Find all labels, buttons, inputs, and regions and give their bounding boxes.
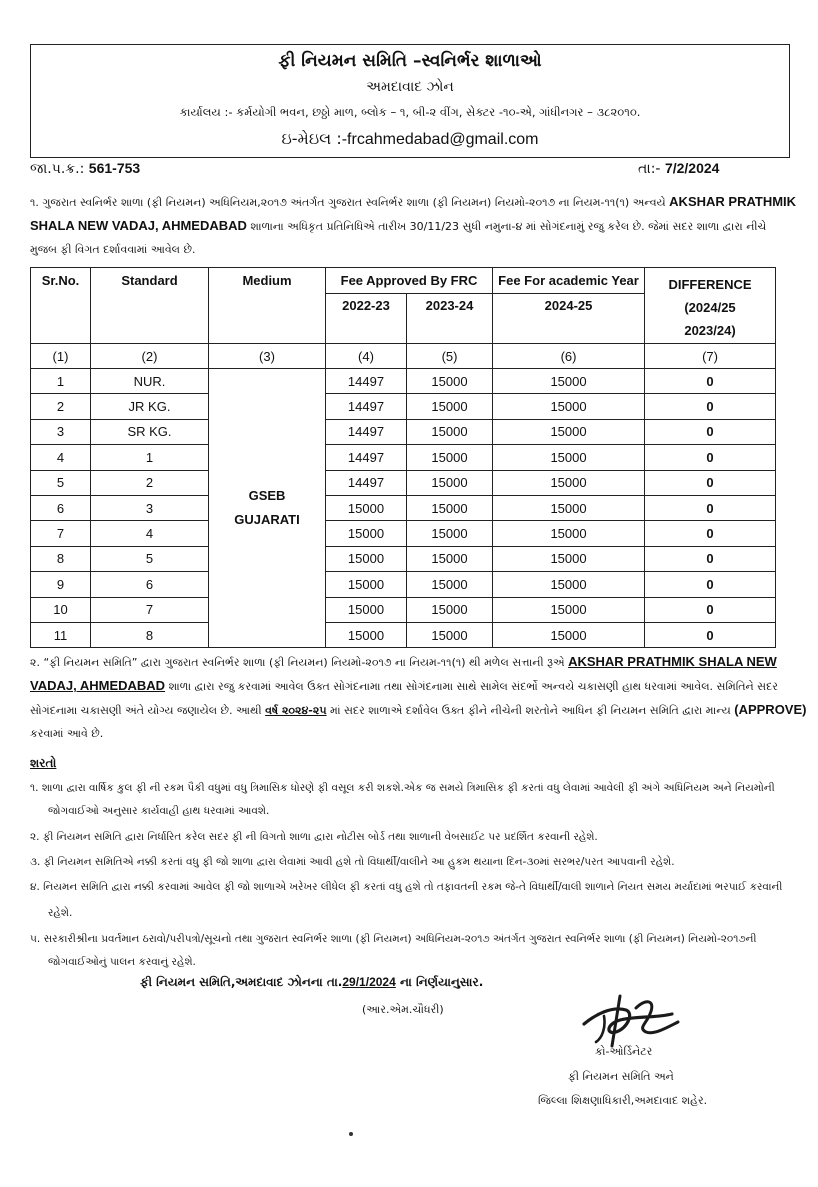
handwritten-signature: [576, 988, 686, 1050]
cell-fee-2022: 15000: [326, 521, 407, 546]
table-row: [31, 369, 776, 394]
cell-srno: 3: [31, 419, 91, 444]
cell-difference: 0: [645, 546, 776, 571]
reference-label: જા.પ.ક્ર.:: [30, 161, 85, 177]
email-address: -frcahmedabad@gmail.com: [341, 131, 539, 148]
cell-standard: 3: [91, 495, 209, 520]
cell-difference: 0: [645, 445, 776, 470]
cell-fee-2024: 15000: [493, 470, 645, 495]
decision-text-2: ના નિર્ણયાનુસાર.: [399, 975, 484, 989]
col-num-7: (7): [645, 344, 776, 369]
header-year-2022: 2022-23: [326, 294, 407, 344]
cell-srno: 4: [31, 445, 91, 470]
header-year-2023: 2023-24: [407, 294, 493, 344]
cell-srno: 8: [31, 546, 91, 571]
para2-approve: (APPROVE): [734, 702, 807, 717]
para2-school-1: AKSHAR PRATHMIK SHALA NEW: [568, 654, 777, 669]
header-difference-title: DIFFERENCE: [668, 277, 752, 292]
cell-fee-2022: 14497: [326, 445, 407, 470]
signatory-name: (આર.એમ.ચૌધરી): [362, 1003, 444, 1016]
cell-srno: 10: [31, 597, 91, 622]
table-row: [31, 419, 776, 444]
cell-srno: 5: [31, 470, 91, 495]
cell-difference: 0: [645, 470, 776, 495]
cell-fee-2022: 14497: [326, 470, 407, 495]
paragraph-2: [30, 650, 807, 745]
condition-1: ૧. શાળા દ્વારા વાર્ષિક કુલ ફી ની રકમ પૈકી વધુમાં વધુ ત્રિમાસિક ધોરણે ફી વસૂલ કરી શકશે.એક જ સમયે ત્રિમાસિક ફી કરતાં વધુ લેવામાં આવેલી ફી અંગે અધિનિયમ અને નિયમોની: [30, 782, 775, 794]
para1-text3: મુજબ ફી વિગત દર્શાવવામાં આવેલ છે.: [30, 243, 196, 256]
cell-fee-2023: 15000: [407, 470, 493, 495]
para1-text2: શાળાના અધિકૃત પ્રતિનિધિએ તારીખ 30/11/23 સુધી નમુના-૪ માં સોગંદનામું રજુ કરેલ છે. જેમાં સદર શાળા દ્વારા નીચે: [250, 220, 767, 233]
cell-fee-2022: 15000: [326, 495, 407, 520]
condition-5-cont: જોગવાઈઓનું પાલન કરવાનું રહેશે.: [48, 956, 196, 968]
cell-difference: 0: [645, 597, 776, 622]
condition-2: ૨. ફી નિયમન સમિતિ દ્વારા નિર્ધારિત કરેલ સદર ફી ની વિગતો શાળા દ્વારા નોટીસ બોર્ડ તથા શાળાની વેબસાઈટ પર પ્રદર્શિત કરવાની રહેશે.: [30, 831, 598, 843]
condition-3: ૩. ફી નિયમન સમિતિએ નક્કી કરતાં વધુ ફી જો શાળા દ્વારા લેવામાં આવી હશે તો વિધાર્થી/વાલીને આ હુકમ થયાના દિન-૩૦માં સરભર/પરત આપવાની રહેશે.: [30, 856, 675, 868]
header-year-2024: 2024-25: [493, 294, 645, 344]
cell-standard: 6: [91, 572, 209, 597]
col-num-5: (5): [407, 344, 493, 369]
condition-4: ૪. નિયમન સમિતિ દ્વારા નક્કી કરવામાં આવેલ ફી જો શાળાએ ખરેખર લીધેલ ફી કરતાં વધુ હશે તો તફાવતની રકમ જે-તે વિધાર્થી/વાલી શાળાને નિયત સમય મર્યાદામાં ભરપાઈ કરવાની: [30, 881, 783, 893]
date-value: 7/2/2024: [664, 160, 720, 176]
table-row: [31, 572, 776, 597]
cell-fee-2022: 15000: [326, 597, 407, 622]
cell-standard: 2: [91, 470, 209, 495]
cell-fee-2022: 15000: [326, 622, 407, 647]
cell-fee-2022: 14497: [326, 394, 407, 419]
cell-fee-2024: 15000: [493, 419, 645, 444]
cell-fee-2023: 15000: [407, 572, 493, 597]
para2-text2: શાળા દ્વારા રજુ કરવામાં આવેલ ઉક્ત સોગંદનામા તથા સોગંદનામા સાથે સામેલ સંદર્ભો અન્વયે ચકાસણી હાથ ધરવામાં આવેલ. સમિતિને સદર: [168, 680, 778, 693]
cell-fee-2023: 15000: [407, 369, 493, 394]
cell-fee-2024: 15000: [493, 546, 645, 571]
para1-school-2: SHALA NEW VADAJ, AHMEDABAD: [30, 218, 247, 233]
cell-fee-2024: 15000: [493, 495, 645, 520]
para2-text4: માં સદર શાળાએ દર્શાવેલ ઉક્ત ફીને નીચેની શરતોને આધિન ફી નિયમન સમિતિ દ્વારા માન્ય: [330, 704, 731, 717]
cell-difference: 0: [645, 572, 776, 597]
cell-srno: 1: [31, 369, 91, 394]
cell-fee-2024: 15000: [493, 394, 645, 419]
col-num-3: (3): [209, 344, 326, 369]
cell-fee-2024: 15000: [493, 597, 645, 622]
col-num-6: (6): [493, 344, 645, 369]
committee-title: ફી નિયમન સમિતિ –સ્વનિર્ભર શાળાઓ: [278, 51, 542, 71]
cell-difference: 0: [645, 394, 776, 419]
medium-board: GSEB: [248, 488, 286, 504]
cell-difference: 0: [645, 369, 776, 394]
signatory-designation-3: જિલ્લા શિક્ષણાધિકારી,અમદાવાદ શહેર.: [538, 1094, 708, 1107]
reference-number: [30, 160, 140, 177]
cell-standard: 5: [91, 546, 209, 571]
header-srno: Sr.No.: [31, 268, 91, 344]
condition-5: ૫. સરકારીશ્રીના પ્રવર્તમાન ઠરાવો/પરીપત્રો/સૂચનો તથા ગુજરાત સ્વનિર્ભર શાળા (ફી નિયમન) અધિનિયમ-૨૦૧૭ અંતર્ગત ગુજરાત સ્વનિર્ભર શાળા (ફી નિયમન) નિયમો-૨૦૧૭ની: [30, 933, 757, 945]
header-fee-frc: Fee Approved By FRC: [326, 268, 493, 294]
cell-srno: 9: [31, 572, 91, 597]
cell-fee-2024: 15000: [493, 369, 645, 394]
header-medium: Medium: [209, 268, 326, 344]
cell-difference: 0: [645, 521, 776, 546]
header-difference: [645, 268, 776, 344]
para1-school-1: AKSHAR PRATHMIK: [669, 194, 797, 209]
cell-fee-2022: 14497: [326, 419, 407, 444]
cell-fee-2022: 15000: [326, 546, 407, 571]
reference-value: 561-753: [88, 160, 141, 176]
cell-srno: 6: [31, 495, 91, 520]
cell-fee-2024: 15000: [493, 521, 645, 546]
cell-fee-2024: 15000: [493, 622, 645, 647]
cell-fee-2023: 15000: [407, 622, 493, 647]
col-num-4: (4): [326, 344, 407, 369]
cell-fee-2023: 15000: [407, 445, 493, 470]
cell-fee-2024: 15000: [493, 445, 645, 470]
paragraph-1: [30, 190, 797, 261]
cell-fee-2023: 15000: [407, 495, 493, 520]
cell-standard: JR KG.: [91, 394, 209, 419]
cell-fee-2022: 14497: [326, 369, 407, 394]
office-address: કાર્યાલય :- કર્મયોગી ભવન, છઠ્ઠો માળ, બ્લોક – ૧, બી-૨ વીંગ, સેક્ટર -૧૦-એ, ગાંધીનગર – ૩૮૨૦૧૦.: [179, 105, 641, 119]
para1-text1: ૧. ગુજરાત સ્વનિર્ભર શાળા (ફી નિયમન) અધિનિયમ,૨૦૧૭ અંતર્ગત ગુજરાત સ્વનિર્ભર શાળા (ફી નિયમન) નિયમો-૨૦૧૭ ના નિયમ-૧૧(૧) અન્વયે: [30, 196, 666, 209]
letterhead-box: [30, 44, 790, 158]
table-row: [31, 546, 776, 571]
table-row: [31, 521, 776, 546]
cell-medium: [209, 369, 326, 648]
date-label: તા:-: [638, 161, 661, 177]
cell-fee-2023: 15000: [407, 394, 493, 419]
condition-1-cont: જોગવાઈઓ અનુસાર કાર્યવાહી હાથ ધરવામાં આવશે.: [48, 805, 270, 817]
cell-fee-2023: 15000: [407, 419, 493, 444]
zone-name: અમદાવાદ ઝોન: [366, 79, 454, 95]
decision-line: [140, 975, 483, 990]
conditions-heading: શરતો: [30, 756, 57, 770]
cell-standard: 8: [91, 622, 209, 647]
header-standard: Standard: [91, 268, 209, 344]
stray-mark: [349, 1132, 353, 1136]
col-num-2: (2): [91, 344, 209, 369]
table-row: [31, 445, 776, 470]
cell-fee-2024: 15000: [493, 572, 645, 597]
header-difference-sub1: (2024/25: [684, 300, 736, 315]
header-fee-academic-year: Fee For academic Year: [493, 268, 645, 294]
cell-standard: 1: [91, 445, 209, 470]
para2-text3: સોગંદનામા ચકાસણી અંતે યોગ્ય જણાયેલ છે. આથી: [30, 704, 262, 717]
cell-standard: 7: [91, 597, 209, 622]
cell-difference: 0: [645, 495, 776, 520]
cell-srno: 7: [31, 521, 91, 546]
email-line: [31, 129, 789, 149]
table-row: [31, 394, 776, 419]
cell-fee-2023: 15000: [407, 546, 493, 571]
cell-standard: 4: [91, 521, 209, 546]
signatory-designation-1: કો-ઓર્ડિનેટર: [595, 1045, 653, 1058]
para2-year: વર્ષ ૨૦૨૪-૨૫: [265, 704, 327, 717]
table-row: [31, 495, 776, 520]
decision-text-1: ફી નિયમન સમિતિ,અમદાવાદ ઝોનના તા.: [140, 975, 343, 989]
para2-school-2: VADAJ, AHMEDABAD: [30, 678, 166, 693]
table-row: [31, 470, 776, 495]
cell-fee-2022: 15000: [326, 572, 407, 597]
cell-srno: 2: [31, 394, 91, 419]
condition-4-cont: રહેશે.: [48, 907, 73, 919]
cell-difference: 0: [645, 622, 776, 647]
letter-date: [638, 160, 719, 177]
col-num-1: (1): [31, 344, 91, 369]
email-label: ઇ-મેઇલ :: [281, 129, 342, 148]
table-row: [31, 622, 776, 647]
cell-standard: NUR.: [91, 369, 209, 394]
cell-fee-2023: 15000: [407, 597, 493, 622]
fee-table: [30, 267, 776, 648]
table-row: [31, 597, 776, 622]
cell-standard: SR KG.: [91, 419, 209, 444]
column-number-row: [31, 344, 776, 369]
cell-difference: 0: [645, 419, 776, 444]
decision-date: 29/1/2024: [342, 975, 396, 989]
cell-srno: 11: [31, 622, 91, 647]
medium-language: GUJARATI: [234, 512, 300, 528]
para2-text5: કરવામાં આવે છે.: [30, 727, 104, 740]
signatory-designation-2: ફી નિયમન સમિતિ અને: [568, 1070, 674, 1083]
para2-text1: ૨. “ફી નિયમન સમિતિ” દ્વારા ગુજરાત સ્વનિર્ભર શાળા (ફી નિયમન) નિયમો-૨૦૧૭ ના નિયમ-૧૧(૧) થી મળેલ સત્તાની રૂએ: [30, 656, 565, 669]
cell-fee-2023: 15000: [407, 521, 493, 546]
header-difference-sub2: 2023/24): [684, 323, 736, 338]
